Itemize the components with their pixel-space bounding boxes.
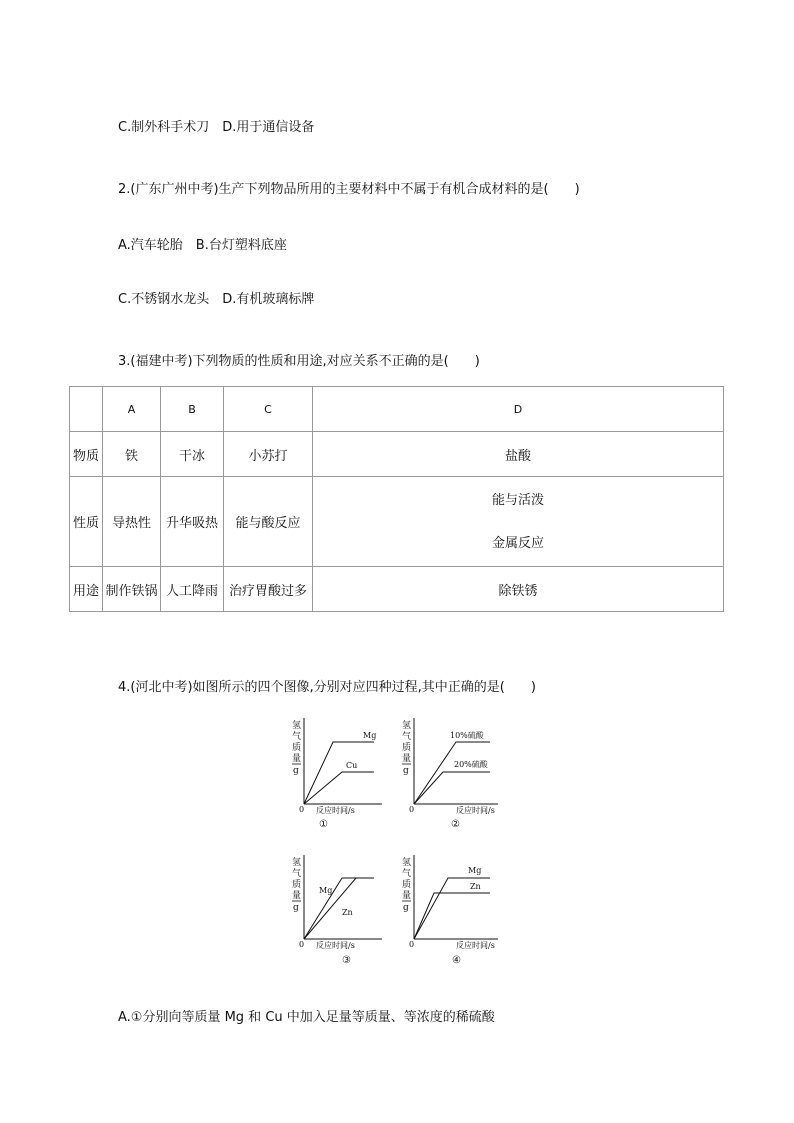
svg-text:质: 质 (402, 880, 412, 890)
q2-options-cd: C.不锈钢水龙头 D.有机玻璃标牌 (118, 292, 315, 307)
table-row-use (70, 567, 724, 612)
q4-stem: 4.(河北中考)如图所示的四个图像,分别对应四种过程,其中正确的是( ) (118, 680, 536, 695)
graph-2 (398, 716, 504, 834)
svg-text:量: 量 (292, 754, 302, 764)
graph-caption: ① (319, 819, 328, 830)
svg-text:质: 质 (292, 743, 302, 753)
origin-label: 0 (299, 940, 305, 949)
cell-c: 小苏打 (224, 432, 313, 477)
graph-caption: ④ (452, 955, 461, 966)
q4-option-a: A.①分别向等质量 Mg 和 Cu 中加入足量等质量、等浓度的稀硫酸 (118, 1010, 495, 1025)
row-label: 性质 (70, 477, 103, 567)
series-cu-line (304, 772, 374, 804)
y-axis-label (292, 856, 301, 913)
y-axis-label (402, 856, 411, 913)
row-label: 物质 (70, 432, 103, 477)
x-axis-label: 反应时间/s (456, 941, 495, 950)
series-10pct-line (414, 742, 490, 804)
graph-1 (286, 716, 386, 834)
series-mg-label: Mg (319, 886, 333, 895)
cell-d-line2: 金属反应 (491, 535, 544, 551)
cell-b: 干冰 (161, 432, 224, 477)
svg-text:气: 气 (402, 732, 412, 742)
graph-3 (286, 853, 386, 969)
svg-text:量: 量 (402, 754, 412, 764)
svg-text:氢: 氢 (402, 858, 412, 868)
graph-caption: ② (451, 819, 460, 830)
x-axis-label: 反应时间/s (316, 941, 355, 950)
y-axis-label (292, 719, 301, 776)
series-20pct-label: 20%硫酸 (454, 760, 488, 769)
graph-caption: ③ (342, 955, 351, 966)
x-axis-label: 反应时间/s (456, 806, 495, 815)
cell-a: 导热性 (103, 477, 161, 567)
cell-d (313, 477, 724, 567)
graph-4 (398, 853, 504, 969)
header-cell-a: A (103, 387, 161, 432)
series-zn-label: Zn (342, 908, 353, 917)
q2-options-ab: A.汽车轮胎 B.台灯塑料底座 (118, 238, 287, 253)
q1-options-cd: C.制外科手术刀 D.用于通信设备 (118, 120, 315, 135)
svg-text:气: 气 (292, 732, 302, 742)
cell-b: 人工降雨 (161, 567, 224, 612)
cell-b: 升华吸热 (161, 477, 224, 567)
origin-label: 0 (409, 940, 415, 949)
svg-text:g: g (293, 766, 299, 776)
svg-text:质: 质 (292, 880, 302, 890)
cell-a: 铁 (103, 432, 161, 477)
series-10pct-label: 10%硫酸 (450, 731, 484, 740)
properties-table (69, 386, 724, 612)
cell-c: 能与酸反应 (224, 477, 313, 567)
x-axis-label: 反应时间/s (316, 806, 355, 815)
q3-stem: 3.(福建中考)下列物质的性质和用途,对应关系不正确的是( ) (118, 354, 480, 369)
svg-text:g: g (293, 903, 299, 913)
table-row-property (70, 477, 724, 567)
svg-text:量: 量 (402, 891, 412, 901)
svg-text:气: 气 (292, 869, 302, 879)
series-cu-label: Cu (346, 761, 358, 770)
cell-d: 除铁锈 (313, 567, 724, 612)
series-mg-label: Mg (363, 731, 377, 740)
series-mg-label: Mg (468, 866, 482, 875)
row-label: 用途 (70, 567, 103, 612)
table-row-substance (70, 432, 724, 477)
svg-text:氢: 氢 (402, 721, 412, 731)
cell-a: 制作铁锅 (103, 567, 161, 612)
cell-d-line1: 能与活泼 (491, 492, 544, 508)
svg-text:g: g (403, 903, 409, 913)
header-cell-d: D (313, 387, 724, 432)
cell-c: 治疗胃酸过多 (224, 567, 313, 612)
svg-text:氢: 氢 (292, 858, 302, 868)
svg-text:量: 量 (292, 891, 302, 901)
series-zn-line (414, 893, 490, 939)
y-axis-label (402, 719, 411, 776)
series-zn-label: Zn (470, 882, 481, 891)
header-cell-empty (70, 387, 103, 432)
cell-d: 盐酸 (313, 432, 724, 477)
q2-stem: 2.(广东广州中考)生产下列物品所用的主要材料中不属于有机合成材料的是( ) (118, 182, 580, 197)
origin-label: 0 (409, 805, 415, 814)
svg-text:质: 质 (402, 743, 412, 753)
header-cell-c: C (224, 387, 313, 432)
series-zn-line (304, 878, 374, 939)
table-header-row (70, 387, 724, 432)
header-cell-b: B (161, 387, 224, 432)
series-mg-line (304, 878, 374, 939)
origin-label: 0 (299, 805, 305, 814)
svg-text:g: g (403, 766, 409, 776)
svg-text:氢: 氢 (292, 721, 302, 731)
svg-text:气: 气 (402, 869, 412, 879)
